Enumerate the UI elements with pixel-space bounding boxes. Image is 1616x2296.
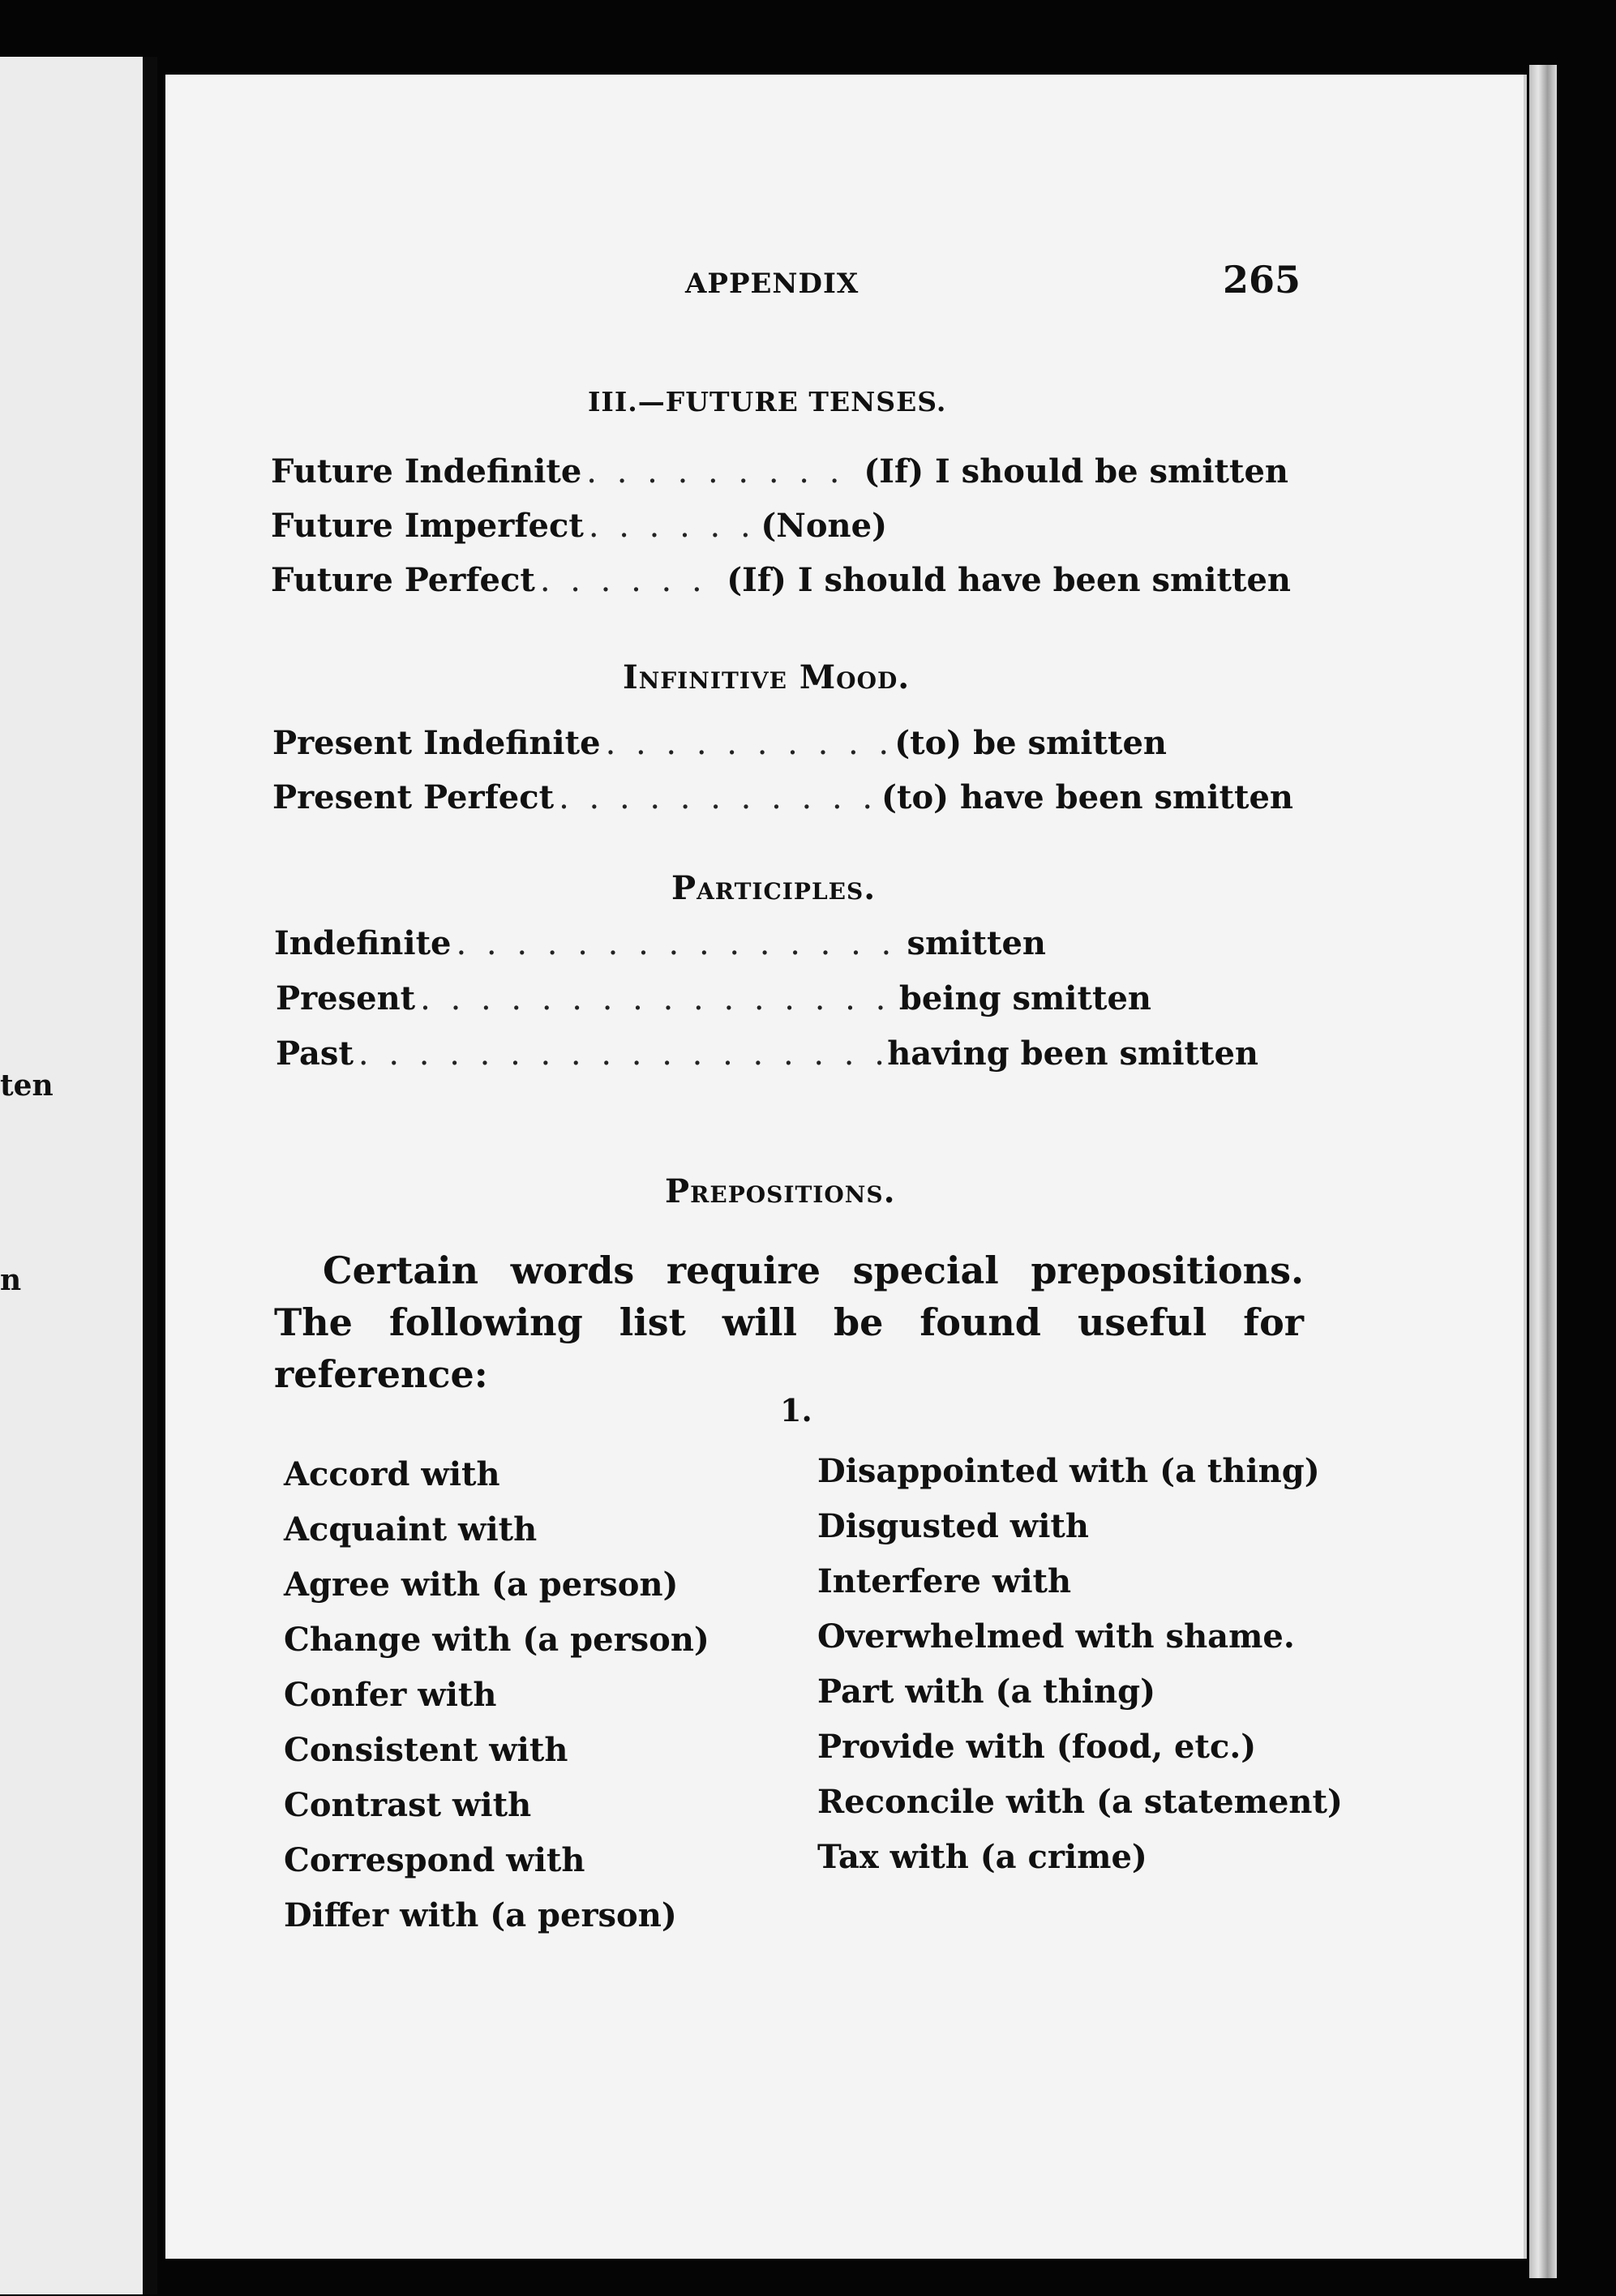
tense-name: Present Perfect — [272, 778, 555, 816]
list-item: Reconcile with (a statement) — [817, 1783, 1343, 1821]
list-item: Contrast with — [284, 1786, 532, 1824]
facing-page — [0, 57, 144, 2294]
list-item: Overwhelmed with shame. — [817, 1617, 1295, 1656]
tense-form: (to) be smitten — [894, 724, 1167, 762]
conjugation-row — [272, 724, 1167, 762]
list-item: Disgusted with — [817, 1507, 1089, 1545]
list-item: Tax with (a crime) — [817, 1838, 1147, 1876]
tense-form: (None) — [761, 507, 887, 545]
dot-leader — [589, 508, 757, 545]
dot-leader — [559, 779, 877, 816]
preposition-list-left — [284, 1447, 709, 1943]
dot-leader — [420, 980, 894, 1017]
list-item: Disappointed with (a thing) — [817, 1452, 1320, 1490]
conjugation-row — [276, 979, 1151, 1017]
list-item: Part with (a thing) — [817, 1673, 1156, 1711]
intro-paragraph: Certain words require special prepositions. The following list will be found useful for reference: — [274, 1249, 1304, 1396]
list-item: Consistent with — [284, 1731, 568, 1769]
list-item: Acquaint with — [284, 1510, 538, 1549]
dot-leader — [457, 925, 902, 962]
list-item: Confer with — [284, 1676, 497, 1714]
tense-form: (If) I should have been smitten — [727, 561, 1291, 599]
conjugation-row — [271, 452, 1288, 490]
participle-form: being smitten — [898, 979, 1151, 1017]
dot-leader — [606, 725, 890, 762]
book-gutter — [143, 57, 157, 2294]
participle-form: smitten — [907, 924, 1046, 962]
list-item: Accord with — [284, 1455, 500, 1493]
list-item: Change with (a person) — [284, 1621, 709, 1659]
tense-name: Future Imperfect — [271, 507, 584, 545]
participles-heading: Participles. — [671, 869, 877, 907]
list-item: Agree with (a person) — [284, 1566, 679, 1604]
dot-leader — [358, 1035, 882, 1073]
page-edges — [1529, 65, 1557, 2278]
list-number: 1. — [780, 1392, 812, 1429]
tense-name: Present Indefinite — [272, 724, 601, 762]
prepositions-heading: Prepositions. — [665, 1172, 896, 1210]
participle-form: having been smitten — [887, 1034, 1258, 1073]
tense-name: Future Indefinite — [271, 452, 582, 490]
list-item: Correspond with — [284, 1841, 585, 1879]
running-head: APPENDIX — [685, 268, 859, 300]
participle-name: Past — [276, 1034, 354, 1073]
future-tenses-heading: III.—FUTURE TENSES. — [588, 386, 947, 418]
list-item: Provide with (food, etc.) — [817, 1728, 1257, 1766]
list-item: Interfere with — [817, 1562, 1072, 1600]
conjugation-row — [272, 778, 1293, 816]
tense-form: (If) I should be smitten — [864, 452, 1288, 490]
conjugation-row — [274, 924, 1046, 962]
dot-leader — [540, 562, 722, 599]
infinitive-heading: Infinitive Mood. — [623, 658, 911, 696]
facing-page-fragment: ten — [0, 1069, 54, 1103]
facing-page-fragment: n — [0, 1263, 22, 1297]
list-item: Differ with (a person) — [284, 1896, 677, 1934]
participle-name: Present — [276, 979, 416, 1017]
participle-name: Indefinite — [274, 924, 452, 962]
tense-form: (to) have been smitten — [881, 778, 1293, 816]
preposition-list-right — [817, 1444, 1343, 1885]
page-number: 265 — [1223, 258, 1301, 302]
dot-leader — [586, 453, 859, 490]
conjugation-row — [276, 1034, 1258, 1073]
conjugation-row — [271, 561, 1291, 599]
tense-name: Future Perfect — [271, 561, 535, 599]
conjugation-row — [271, 507, 887, 545]
